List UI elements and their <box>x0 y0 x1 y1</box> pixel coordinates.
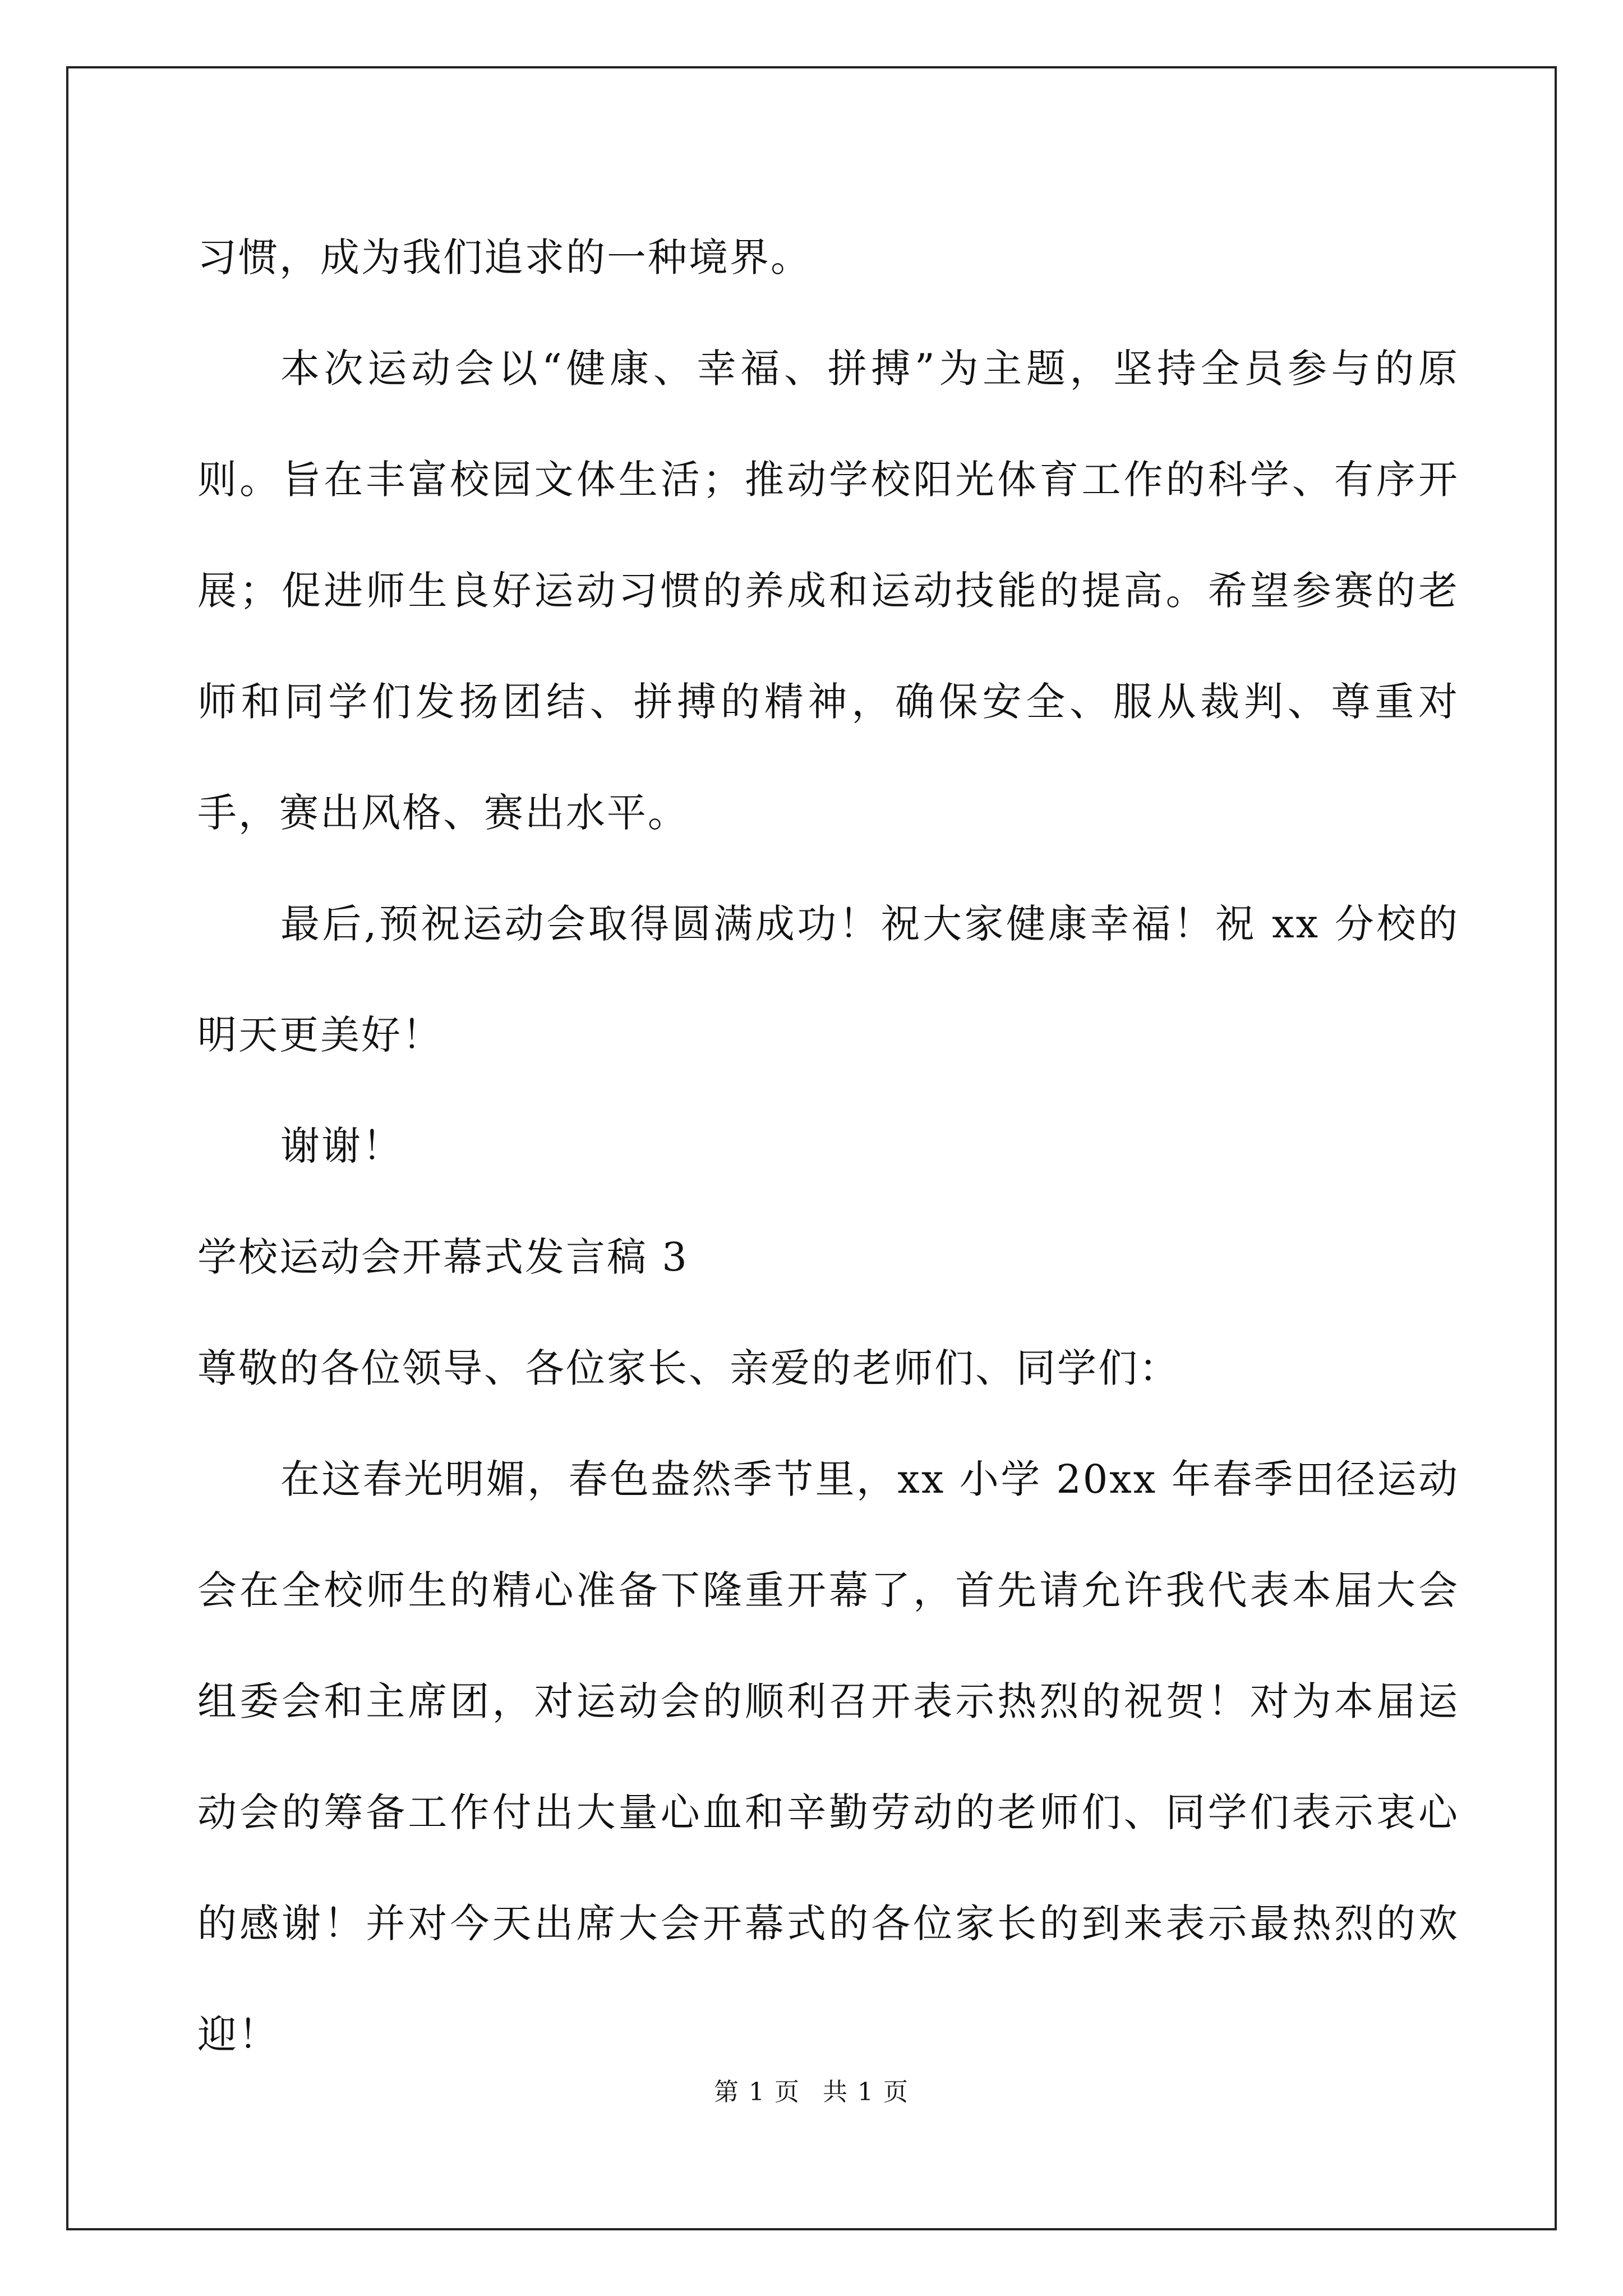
document-body <box>197 202 1459 2090</box>
paragraph-thanks: 谢谢！ <box>280 1123 403 1169</box>
section-heading: 学校运动会开幕式发言稿 3 <box>197 1234 689 1280</box>
page-number: 第 1 页 <box>714 2078 800 2106</box>
salutation: 尊敬的各位领导、各位家长、亲爱的老师们、同学们： <box>197 1345 1180 1391</box>
paragraph-theme: 本次运动会以“健康、幸福、拼搏”为主题，坚持全员参与的原则。旨在丰富校园文体生活；推动学校阳光体育工作的科学、有序开展；促进师生良好运动习惯的养成和运动技能的提高。希望参赛的老师和同学们发扬团结、拼搏的精神，确保安全、服从裁判、尊重对手，赛出风格、赛出水平。 <box>197 346 1459 836</box>
page-total: 共 1 页 <box>823 2078 909 2106</box>
paragraph-continuation: 习惯，成为我们追求的一种境界。 <box>197 234 811 280</box>
paragraph-wishes: 最后,预祝运动会取得圆满成功！祝大家健康幸福！祝 xx 分校的明天更美好！ <box>197 901 1459 1058</box>
page-footer <box>0 2076 1623 2109</box>
paragraph-opening: 在这春光明媚，春色盎然季节里，xx 小学 20xx 年春季田径运动会在全校师生的精心准备下隆重开幕了，首先请允许我代表本届大会组委会和主席团，对运动会的顺利召开表示热烈的祝贺！对为本届运动会的筹备工作付出大量心血和辛勤劳动的老师们、同学们表示衷心的感谢！并对今天出席大会开幕式的各位家长的到来表示最热烈的欢迎！ <box>197 1456 1459 2058</box>
